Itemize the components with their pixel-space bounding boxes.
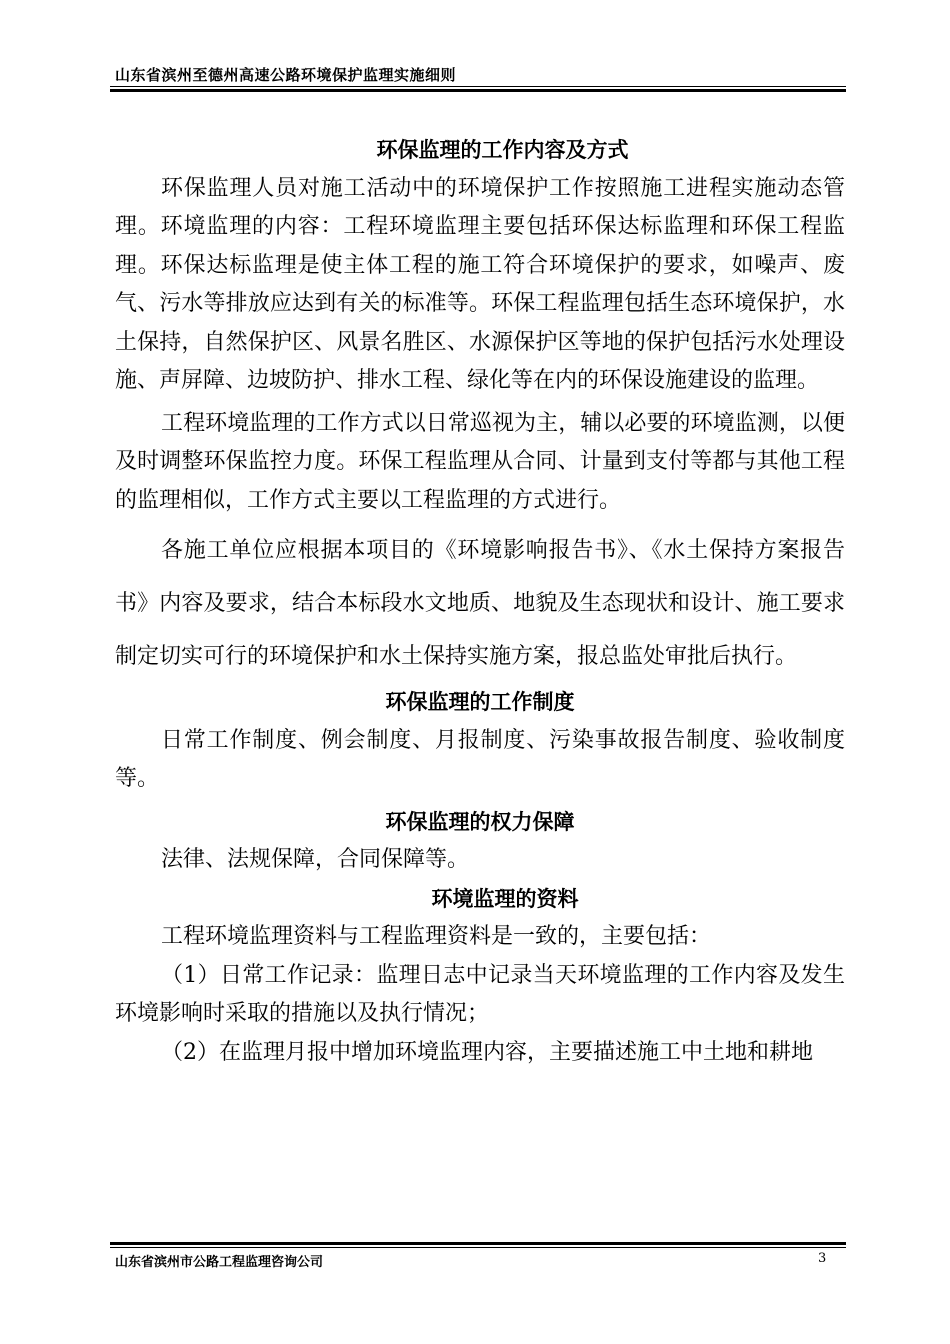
paragraph: （2）在监理月报中增加环境监理内容，主要描述施工中土地和耕地 — [161, 1039, 813, 1065]
footer-company: 山东省滨州市公路工程监理咨询公司 — [115, 1255, 324, 1270]
running-header: 山东省滨州至德州高速公路环境保护监理实施细则 — [115, 66, 457, 84]
section-heading: 环保监理的权力保障 — [385, 809, 575, 834]
section-heading: 环保监理的工作内容及方式 — [376, 138, 629, 162]
footer-rule-thick — [110, 1242, 846, 1245]
header-rule-thin — [110, 86, 846, 87]
paragraph: 各施工单位应根据本项目的《环境影响报告书》、《水土保持方案报告书》内容及要求，结合本标段水文地质、地貌及生态现状和设计、施工要求制定切实可行的环境保护和水土保持实施方案，报总监处审批后执行。 — [115, 538, 845, 669]
header-rule-thick — [110, 89, 846, 92]
section-heading: 环境监理的资料 — [431, 886, 579, 911]
paragraph: 日常工作制度、例会制度、月报制度、污染事故报告制度、验收制度等。 — [115, 727, 845, 791]
page-number: 3 — [818, 1251, 827, 1266]
body-text — [115, 131, 845, 1072]
paragraph: 法律、法规保障，合同保障等。 — [161, 847, 470, 872]
paragraph: 工程环境监理的工作方式以日常巡视为主，辅以必要的环境监测，以便及时调整环保监控力度。环保工程监理从合同、计量到支付等都与其他工程的监理相似，工作方式主要以工程监理的方式进行。 — [115, 410, 845, 513]
paragraph: （1）日常工作记录：监理日志中记录当天环境监理的工作内容及发生环境影响时采取的措施以及执行情况； — [115, 962, 845, 1026]
section-heading: 环保监理的工作制度 — [385, 690, 575, 714]
paragraph: 工程环境监理资料与工程监理资料是一致的，主要包括： — [161, 924, 712, 949]
footer-rule-thin — [110, 1247, 846, 1248]
paragraph: 环保监理人员对施工活动中的环境保护工作按照施工进程实施动态管理。环境监理的内容：工程环境监理主要包括环保达标监理和环保工程监理。环保达标监理是使主体工程的施工符合环境保护的要求，如噪声、废气、污水等排放应达到有关的标准等。环保工程监理包括生态环境保护，水土保持，自然保护区、风景名胜区、水源保护区等地的保护包括污水处理设施、声屏障、边坡防护、排水工程、绿化等在内的环保设施建设的监理。 — [115, 175, 845, 393]
